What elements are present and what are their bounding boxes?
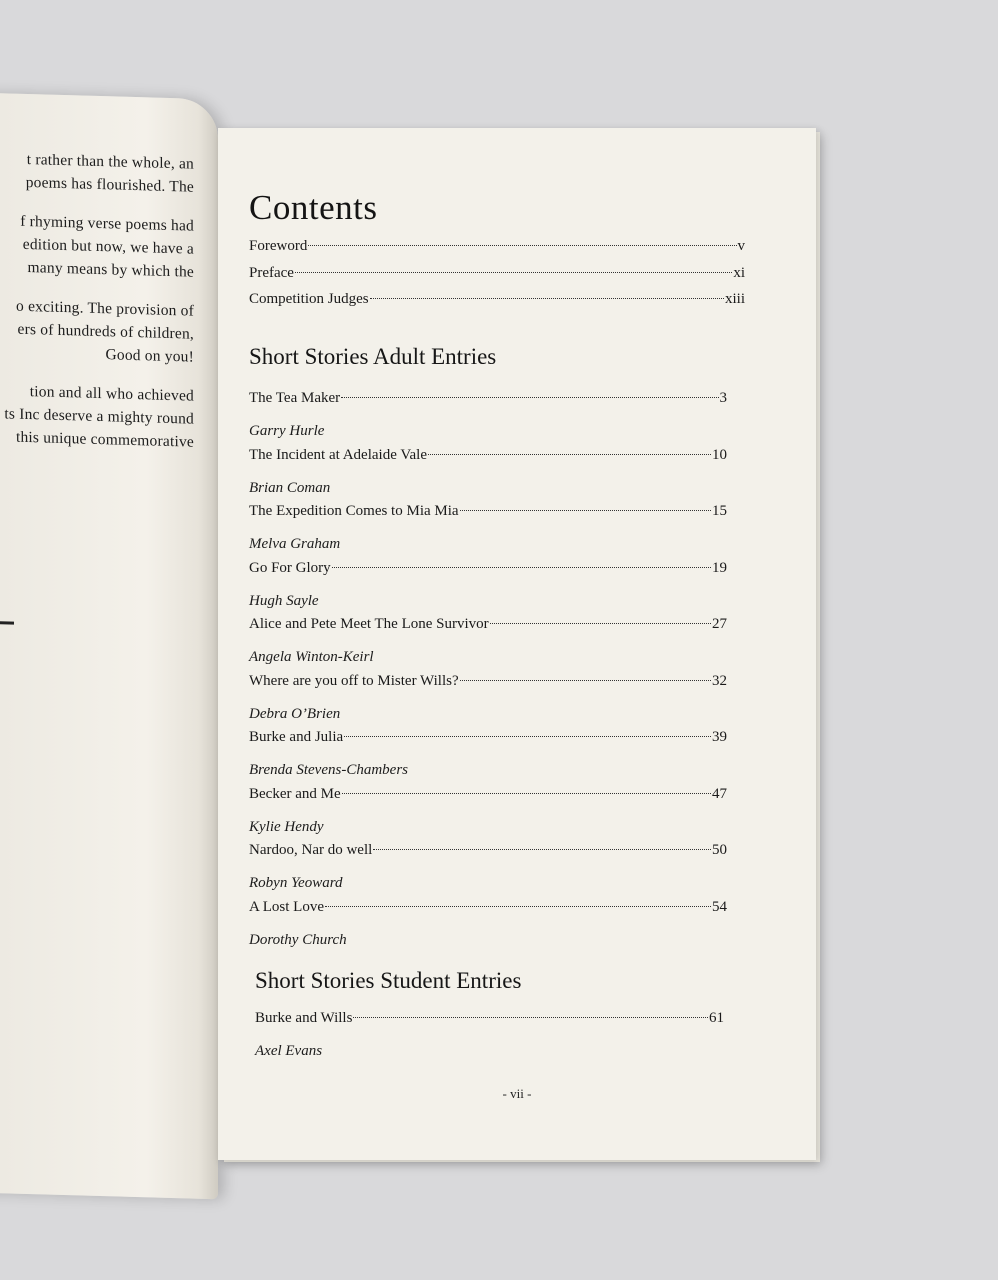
student-section-title: Short Stories Student Entries [255,968,522,993]
entry-title: Alice and Pete Meet The Lone Survivor [249,616,489,632]
entry-title: Where are you off to Mister Wills? [249,672,459,689]
dot-leader [490,623,711,624]
contents-entry [249,673,727,730]
contents-entry [249,842,727,899]
entry-author: Brenda Stevens-Chambers [249,762,408,778]
entry-title-row [249,503,727,531]
left-page-text [0,147,194,470]
left-page-line: this unique commemorative [15,428,194,451]
entry-author: Debra O’Brien [249,705,341,722]
contents-entry [249,786,727,843]
front-matter-list [249,238,745,318]
contents-entry [249,899,727,956]
left-page-line: poems has flourished. The [25,173,194,196]
contents-row-competition-judges [249,291,745,318]
contents-page [218,128,816,1160]
entry-title: Burke and Julia [249,729,344,745]
dot-leader [428,454,711,455]
contents-entry [249,729,727,786]
contents-entry [249,503,727,560]
entry-page-number: 54 [712,898,727,915]
contents-entry [249,616,727,673]
entry-page-number: 32 [712,672,727,689]
left-page-line: ers of hundreds of children, [17,320,194,343]
entry-title-row [249,899,727,927]
left-page-line: edition but now, we have a [22,235,194,258]
entry-title: Burke and Wills [255,1010,353,1026]
dot-leader [332,567,711,568]
left-page-paragraph [0,294,194,369]
entry-page-number: xiii [724,291,745,307]
entry-title: Nardoo, Nar do well [249,842,373,858]
adult-section-title: Short Stories Adult Entries [249,344,497,369]
page-number: - vii - [502,1086,532,1101]
entry-title: Go For Glory [249,559,331,576]
entry-title-row [249,786,727,814]
entry-title: The Expedition Comes to Mia Mia [249,503,459,519]
entry-author: Robyn Yeoward [249,875,343,891]
entry-author: Axel Evans [255,1043,323,1059]
dot-leader [342,793,711,794]
left-page-line: ts Inc deserve a mighty round [4,405,194,428]
entry-page-number: 15 [712,503,727,519]
contents-entry [249,390,727,447]
contents-entry [255,1010,724,1067]
dot-leader [370,298,724,299]
contents-row-preface [249,265,745,292]
entry-author: Melva Graham [249,536,341,552]
entry-page-number: v [737,238,745,254]
dot-leader [295,272,732,273]
contents-title: Contents [249,188,378,227]
entry-author: Kylie Hendy [249,818,324,835]
entry-label: Foreword [249,238,308,254]
left-page-line: tion and all who achieved [29,383,194,405]
entry-title-row [249,390,727,418]
entry-title-row [249,729,727,757]
entry-title: The Tea Maker [249,390,341,406]
entry-author: Garry Hurle [249,423,325,439]
entry-page-number: 61 [709,1010,724,1026]
entry-page-number: xi [733,264,745,281]
contents-entry [249,560,727,617]
entry-page-number: 50 [712,842,727,858]
dot-leader [353,1017,708,1018]
left-page-line: t rather than the whole, an [26,150,194,173]
entry-title-row [255,1010,724,1038]
entry-author: Hugh Sayle [249,592,319,609]
dot-leader [373,849,711,850]
entry-title-row [249,560,727,588]
dot-leader [344,736,711,737]
left-page-paragraph [0,209,194,284]
entry-page-number: 47 [712,785,727,802]
entry-author: Dorothy Church [249,931,347,948]
dot-leader [308,245,736,246]
student-entries-list [255,1010,724,1067]
entry-author: Angela Winton-Keirl [249,649,374,665]
left-page-line: o exciting. The provision of [16,297,194,320]
entry-title: Becker and Me [249,785,341,802]
dot-leader [325,906,711,907]
entry-label: Competition Judges [249,291,369,307]
entry-label: Preface [249,264,294,281]
entry-title: The Incident at Adelaide Vale [249,446,427,463]
left-page-paragraph [0,147,194,199]
left-page-line: many means by which the [27,259,194,281]
dot-leader [460,510,711,511]
dot-leader [460,680,711,681]
entry-title: A Lost Love [249,898,324,915]
left-page-line: Good on you! [105,346,194,366]
left-page-line: f rhyming verse poems had [20,212,194,235]
contents-row-foreword [249,238,745,265]
entry-title-row [249,447,727,475]
entry-page-number: 27 [712,616,727,632]
left-page-show-through [0,463,210,1169]
left-page [0,93,218,1200]
entry-title-row [249,842,727,870]
left-page-paragraph [0,379,194,454]
entry-title-row [249,616,727,644]
adult-entries-list [249,390,727,955]
entry-page-number: 39 [712,729,727,745]
contents-entry [249,447,727,504]
dot-leader [341,397,718,398]
entry-title-row [249,673,727,701]
entry-author: Brian Coman [249,479,331,496]
entry-page-number: 3 [719,390,727,406]
entry-page-number: 10 [712,446,727,463]
entry-page-number: 19 [712,559,727,576]
